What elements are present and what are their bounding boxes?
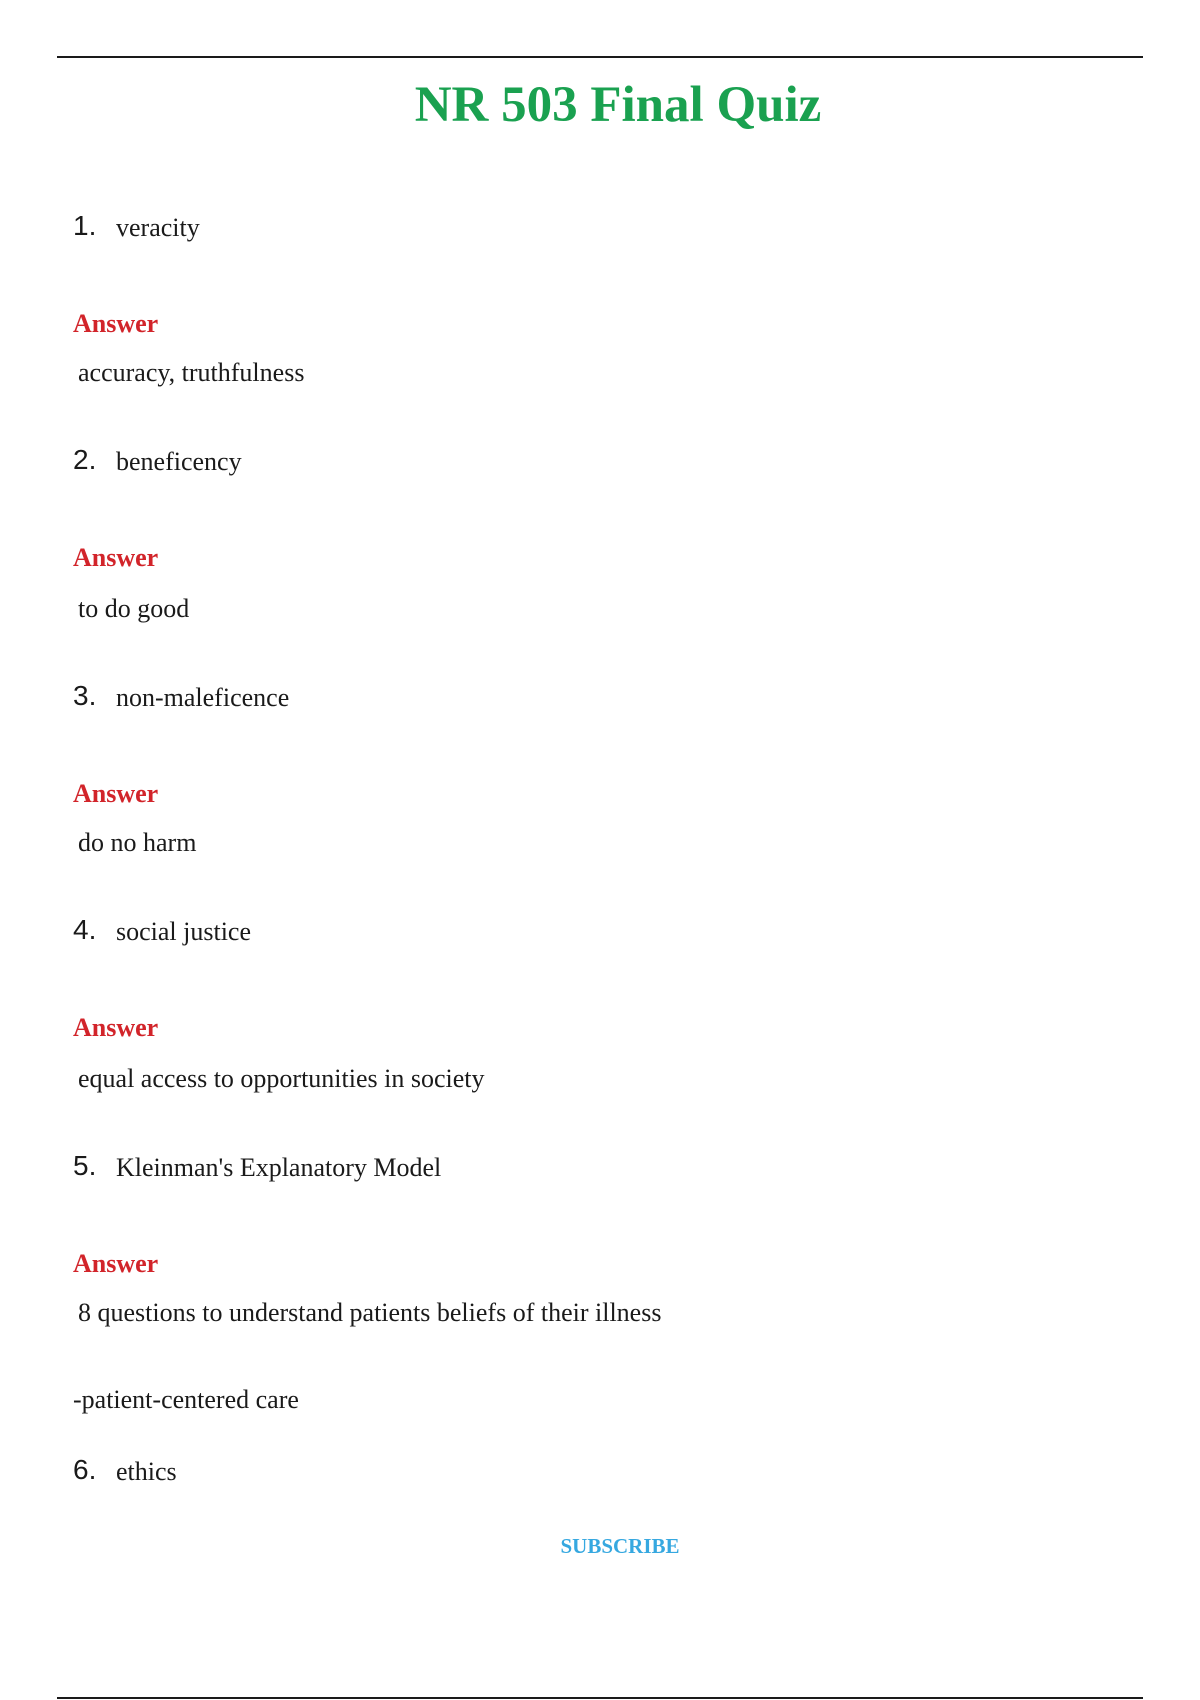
question-3-number: 3.	[73, 680, 97, 711]
question-2-number: 2.	[73, 444, 97, 475]
page-title: NR 503 Final Quiz	[414, 77, 822, 133]
question-4-number: 4.	[73, 914, 97, 945]
question-3-term: non-maleficence	[116, 683, 290, 712]
question-1-number: 1.	[73, 210, 97, 241]
subscribe-link[interactable]: SUBSCRIBE	[560, 1534, 680, 1558]
question-5-term: Kleinman's Explanatory Model	[116, 1153, 442, 1182]
answer-3-text: do no harm	[78, 828, 197, 857]
answer-2-text: to do good	[78, 594, 190, 623]
answer-4-text: equal access to opportunities in society	[78, 1064, 485, 1093]
answer-5-label: Answer	[73, 1249, 159, 1278]
question-1-term: veracity	[116, 213, 200, 242]
answer-4-label: Answer	[73, 1013, 159, 1042]
question-6-term: ethics	[116, 1457, 177, 1486]
answer-2-label: Answer	[73, 543, 159, 572]
answer-1-text: accuracy, truthfulness	[78, 358, 305, 387]
top-divider	[57, 56, 1143, 58]
question-6-number: 6.	[73, 1454, 97, 1485]
question-4-term: social justice	[116, 917, 252, 946]
question-5-number: 5.	[73, 1150, 97, 1181]
answer-3-label: Answer	[73, 779, 159, 808]
answer-5-text: 8 questions to understand patients beliefs of their illness	[78, 1298, 662, 1327]
answer-5-extra: -patient-centered care	[73, 1385, 299, 1414]
question-2-term: beneficency	[116, 447, 242, 476]
answer-1-label: Answer	[73, 309, 159, 338]
bottom-divider	[57, 1697, 1143, 1699]
